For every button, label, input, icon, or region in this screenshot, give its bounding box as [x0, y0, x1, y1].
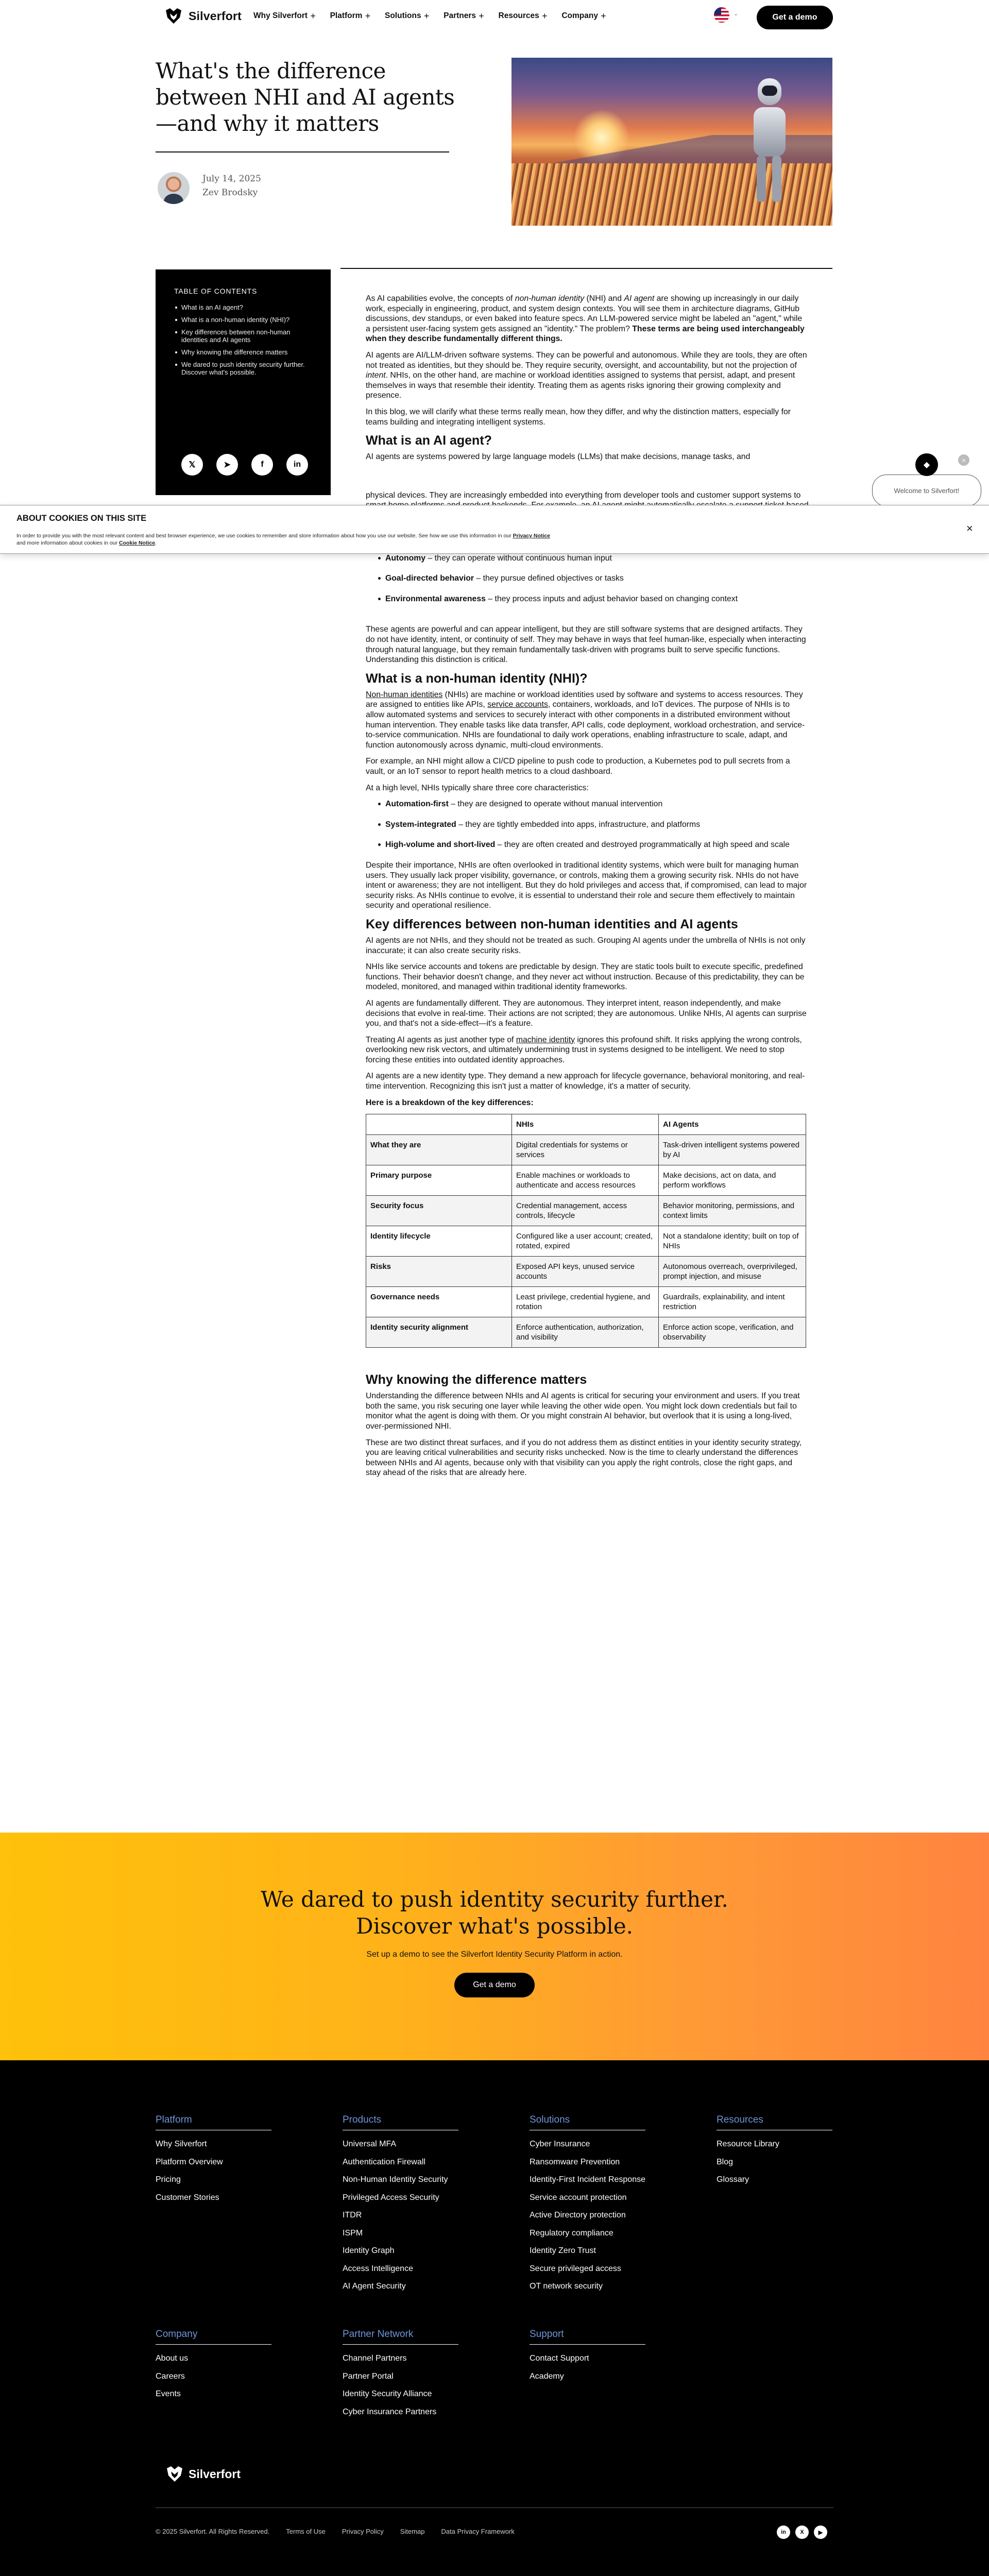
paragraph: As AI capabilities evolve, the concepts of non-human identity (NHI) and AI agent are showing up increasingly in our daily work, especially in engineering, product, and system design contexts. You will see them in architecture diagrams, GitHub discussions, dev standups, or even baked into feature specs. An LLM-powered service might be labeled an "agent," while a persistent user-facing system gets assigned an "identity." The problem? These terms are being used interchangeably when they describe fundamentally different things.	[366, 294, 805, 344]
us-flag-icon[interactable]	[714, 7, 729, 23]
youtube-icon[interactable]: ▶	[814, 2526, 827, 2539]
post-author: Zev Brodsky	[202, 188, 258, 198]
plus-icon: +	[365, 11, 370, 21]
footer-link[interactable]: Why Silverfort	[156, 2140, 207, 2148]
footer-link[interactable]: Cyber Insurance	[530, 2140, 590, 2148]
table-row: Primary purpose Enable machines or workloads to authenticate and access resources Make decisions, act on data, and perform workflows	[366, 1165, 806, 1196]
list-item: High-volume and short-lived – they are often created and destroyed programmatically at high speed and scale	[378, 840, 809, 850]
toc-heading: TABLE OF CONTENTS	[174, 287, 258, 295]
footer-link[interactable]: Academy	[530, 2371, 564, 2381]
list-item: System-integrated – they are tightly embedded into apps, infrastructure, and platforms	[378, 820, 809, 830]
paragraph: In this blog, we will clarify what these terms really mean, how they differ, and why the distinction matters, especially for teams building and integrating intelligent systems.	[366, 407, 791, 427]
footer-link[interactable]: Identity Security Alliance	[343, 2389, 432, 2398]
menu-item-why[interactable]: Why Silverfort +	[253, 11, 316, 21]
footer-link[interactable]: AI Agent Security	[343, 2282, 406, 2291]
list-item: Automation-first – they are designed to operate without manual intervention	[378, 799, 809, 809]
toc-item[interactable]: Why knowing the difference matters	[174, 348, 312, 356]
plus-icon: +	[600, 11, 606, 21]
toc-item[interactable]: We dared to push identity security further. Discover what's possible.	[174, 361, 312, 376]
paragraph: AI agents are systems powered by large language models (LLMs) that make decisions, manage tasks, and	[366, 452, 751, 462]
facebook-icon[interactable]: f	[251, 454, 273, 476]
list-item: Environmental awareness – they process inputs and adjust behavior based on changing context	[378, 594, 809, 604]
footer-link[interactable]: Service account protection	[530, 2193, 627, 2202]
top-nav	[0, 0, 989, 35]
footer-link[interactable]: Cyber Insurance Partners	[343, 2407, 437, 2416]
section-heading: What is a non-human identity (NHI)?	[366, 671, 588, 686]
brand-logo[interactable]	[165, 8, 242, 24]
footer-link[interactable]: Active Directory protection	[530, 2211, 626, 2219]
footer-link[interactable]: Glossary	[717, 2175, 749, 2184]
cookie-text: In order to provide you with the most relevant content and best browser experience, we use cookies to remember and store information about how you use our website. See how we use this information in our Privacy Notice and more information about cookies in our Cookie Notice.	[16, 533, 550, 546]
page-title: What's the difference between NHI and AI agents—and why it matters	[156, 58, 455, 136]
comparison-table	[366, 1114, 806, 1348]
get-demo-button[interactable]: Get a demo	[757, 6, 833, 29]
footer-link[interactable]: Regulatory compliance	[530, 2228, 613, 2238]
footer-link[interactable]: Channel Partners	[343, 2354, 407, 2363]
footer-col-company: Company About us Careers Events	[156, 2329, 271, 2403]
divider	[156, 2507, 833, 2508]
x-icon[interactable]: 𝕏	[181, 454, 203, 476]
hero-image	[511, 58, 832, 226]
cta-title: We dared to push identity security further. Discover what's possible.	[261, 1887, 728, 1939]
machine-identity-link[interactable]: machine identity	[516, 1035, 575, 1044]
linkedin-icon[interactable]: in	[777, 2526, 790, 2539]
footer-link[interactable]: Pricing	[156, 2175, 181, 2184]
list-item: Goal-directed behavior – they pursue defined objectives or tasks	[378, 573, 809, 584]
paragraph: Here is a breakdown of the key differences:	[366, 1098, 534, 1107]
footer-logo[interactable]: Silverfort	[166, 2466, 241, 2482]
trait-list	[378, 553, 809, 604]
menu-item-company[interactable]: Company +	[561, 11, 606, 21]
footer-link[interactable]: Access Intelligence	[343, 2264, 413, 2273]
footer-link[interactable]: Identity Zero Trust	[530, 2246, 596, 2255]
terms-link[interactable]: Terms of Use	[286, 2528, 326, 2535]
menu-item-partners[interactable]: Partners +	[444, 11, 484, 21]
footer-link[interactable]: Privileged Access Security	[343, 2193, 439, 2202]
footer-link[interactable]: About us	[156, 2354, 189, 2363]
paragraph: Understanding the difference between NHIs and AI agents is critical for securing your environment and users. If you treat both the same, you risk securing one layer while leaving the other wide open. You might lock down credentials but fail to monitor what the agent is doing with them. Or you might constrain AI behavior, but overlook that it is using a long-lived, over-permissioned NHI.	[366, 1392, 800, 1431]
footer-link[interactable]: Blog	[717, 2157, 734, 2166]
footer-link[interactable]: ISPM	[343, 2228, 363, 2238]
close-icon[interactable]: ×	[966, 522, 973, 535]
footer-link[interactable]: Customer Stories	[156, 2193, 219, 2202]
footer-link[interactable]: Careers	[156, 2371, 185, 2381]
footer-link[interactable]: Platform Overview	[156, 2157, 223, 2166]
footer-col-resources: Resources Resource Library Blog Glossary	[717, 2114, 832, 2189]
site-footer	[0, 2060, 989, 2576]
menu-item-solutions[interactable]: Solutions +	[384, 11, 430, 21]
paragraph: physical devices. They are increasingly embedded into everything from developer tools and customer support systems to	[366, 490, 801, 500]
toc-item[interactable]: What is a non-human identity (NHI)?	[174, 316, 312, 324]
plus-icon: +	[541, 11, 548, 21]
cta-banner	[0, 1833, 989, 2060]
table-row: Governance needs Least privilege, credential hygiene, and rotation Guardrails, explainability, and intent restriction	[366, 1287, 806, 1317]
get-demo-button[interactable]: Get a demo	[454, 1973, 535, 1997]
privacy-notice-link[interactable]: Privacy Notice	[513, 533, 550, 539]
paragraph: AI agents are fundamentally different. They are autonomous. They interpret intent, reason independently, and make decisions that evolve in real-time. Their actions are not scripted; they are autonomous. Unlike NHIs, AI agents can surprise you, and that's not a side-effect—it's a feature.	[366, 998, 807, 1028]
footer-link[interactable]: ITDR	[343, 2211, 362, 2219]
paragraph: Despite their importance, NHIs are often overlooked in traditional identity systems, which were built for managing human users. They usually lack proper visibility, governance, or controls, making them a growing security risk. NHIs do not have intent or awareness; they are not intelligent. But they do hold privileges and access that, if compromised, can lead to major security risks. As NHIs continue to evolve, it is essential to understand their role and secure them effectively to maintain security and operational resilience.	[366, 860, 807, 910]
paragraph: These are two distinct threat surfaces, and if you do not address them as distinct entities in your identity security strategy, you are leaving critical vulnerabilities and security risks unchecked. Now is the time to clearly understand the differences between NHIs and AI agents, because only with that visibility can you apply the right controls, close the right gaps, and stay ahead of the risks that are already here.	[366, 1438, 802, 1478]
footer-legal	[156, 2528, 515, 2535]
toc-item[interactable]: Key differences between non-human identities and AI agents	[174, 328, 312, 344]
share-links	[181, 454, 308, 476]
footer-link[interactable]: Universal MFA	[343, 2140, 397, 2148]
paragraph: AI agents are AI/LLM-driven software systems. They can be powerful and autonomous. While they are tools, they are often not treated as identities, but they should be. They require security, oversight, and accountability, but not the projection of intent. NHIs, on the other hand, are machine or workload identities assigned to systems that persist, adapt, and present themselves in ways that resemble their identity. Treating them as agents risks ignoring their growing complexity and presence.	[366, 350, 807, 400]
plus-icon: +	[479, 11, 484, 21]
footer-link[interactable]: Secure privileged access	[530, 2264, 621, 2273]
plus-icon: +	[310, 11, 316, 21]
footer-link[interactable]: Resource Library	[717, 2140, 779, 2148]
paragraph: AI agents are a new identity type. They demand a new approach for lifecycle governance, behavioral monitoring, and real-time intervention. Recognizing this isn't just a matter of knowledge, it's a matter of security.	[366, 1072, 805, 1091]
robot-figure	[748, 78, 790, 202]
footer-link[interactable]: Identity-First Incident Response	[530, 2175, 645, 2184]
chat-bot-icon[interactable]: ◆	[915, 453, 938, 476]
paragraph: At a high level, NHIs typically share three core characteristics:	[366, 783, 589, 792]
sitemap-link[interactable]: Sitemap	[400, 2528, 425, 2535]
footer-col-support: Support Contact Support Academy	[530, 2329, 645, 2385]
plus-icon: +	[423, 11, 430, 21]
footer-col-solutions: Solutions Cyber Insurance Ransomware Prevention Identity-First Incident Response Service account protection Active Directory protection Regulatory compliance Identity Zero Trust Secure privileged access OT network security	[530, 2114, 645, 2296]
footer-link[interactable]: Authentication Firewall	[343, 2157, 425, 2166]
article-body	[366, 294, 809, 1484]
silverfort-logo-icon	[165, 8, 182, 24]
table-header-row: NHIs AI Agents	[366, 1114, 806, 1135]
footer-link[interactable]: Non-Human Identity Security	[343, 2175, 448, 2184]
close-icon[interactable]: ×	[958, 454, 969, 466]
silverfort-logo-icon	[166, 2466, 183, 2482]
divider	[156, 151, 449, 152]
paragraph: NHIs like service accounts and tokens are predictable by design. They are static tools built to execute specific, predefined functions. Their behavior doesn't change, and they never act without instruction. Because of this predictability, they can be modeled, monitored, and managed within traditional identity frameworks.	[366, 962, 805, 992]
service-accounts-link[interactable]: service accounts	[487, 700, 548, 709]
trait-list	[378, 799, 809, 850]
cookie-notice-link[interactable]: Cookie Notice	[119, 540, 156, 546]
menu-item-resources[interactable]: Resources +	[498, 11, 548, 21]
author-avatar	[158, 172, 190, 204]
table-row: Security focus Credential management, access controls, lifecycle Behavior monitoring, permissions, and context limits	[366, 1196, 806, 1226]
footer-link[interactable]: Events	[156, 2389, 181, 2398]
cta-subtitle: Set up a demo to see the Silverfort Identity Security Platform in action.	[366, 1950, 623, 1959]
footer-link[interactable]: OT network security	[530, 2282, 603, 2291]
nhi-link[interactable]: Non-human identities	[366, 690, 443, 699]
table-of-contents	[156, 269, 331, 495]
x-icon[interactable]: X	[795, 2526, 809, 2539]
chevron-down-icon[interactable]: ⌄	[734, 11, 739, 17]
linkedin-icon[interactable]: in	[286, 454, 308, 476]
toc-item[interactable]: What is an AI agent?	[174, 303, 312, 311]
paragraph: Treating AI agents as just another type of machine identity ignores this profound shift. It risks applying the wrong controls, overlooking new risk vectors, and ultimately undermining trust in systems designed to be intelligent. We need to stop forcing these entities into outdated identity approaches.	[366, 1035, 802, 1064]
copyright: © 2025 Silverfort. All Rights Reserved.	[156, 2528, 270, 2535]
footer-col-platform: Platform Why Silverfort Platform Overview Pricing Customer Stories	[156, 2114, 271, 2207]
list-item: Autonomy – they can operate without continuous human input	[378, 553, 809, 564]
cookie-banner	[0, 505, 989, 554]
paragraph: AI agents are not NHIs, and they should not be treated as such. Grouping AI agents under the umbrella of NHIs is not only inaccurate; it can also create security risks.	[366, 936, 806, 955]
section-heading: What is an AI agent?	[366, 433, 492, 448]
footer-link[interactable]: Contact Support	[530, 2354, 589, 2363]
data-privacy-link[interactable]: Data Privacy Framework	[441, 2528, 515, 2535]
table-row: What they are Digital credentials for systems or services Task-driven intelligent systems powered by AI	[366, 1135, 806, 1165]
table-row: Identity lifecycle Configured like a user account; created, rotated, expired Not a standalone identity; built on top of NHIs	[366, 1226, 806, 1257]
paragraph: These agents are powerful and can appear intelligent, but they are still software systems that are designed artifacts. They do not have identity, intent, or continuity of self. They may behave in ways that feel human-like, especially when interacting through natural language, but they remain fundamentally task-driven with programs built to serve specific functions. Understanding this distinction is critical.	[366, 625, 806, 665]
divider	[340, 268, 832, 269]
menu-item-platform[interactable]: Platform +	[330, 11, 370, 21]
section-heading: Why knowing the difference matters	[366, 1372, 587, 1387]
post-date: July 14, 2025	[202, 174, 261, 184]
paragraph: Non-human identities (NHIs) are machine or workload identities used by software and systems to access resources. They are assigned to entities like APIs, service accounts, containers, workloads, and IoT devices. The purpose of NHIs is to allow automated systems and services to securely interact with other components in a distributed environment without human intervention. They enable tasks like data transfer, API calls, code deployment, workload orchestration, and service-to-service communication. NHIs are foundational to daily work operations, enabling infrastructure to scale, adapt, and function autonomously across dynamic, multi-cloud environments.	[366, 690, 805, 750]
footer-col-partners: Partner Network Channel Partners Partner Portal Identity Security Alliance Cyber Insurance Partners	[343, 2329, 458, 2421]
cookie-title: ABOUT COOKIES ON THIS SITE	[16, 514, 147, 523]
main-menu	[253, 11, 606, 21]
footer-link[interactable]: Ransomware Prevention	[530, 2157, 620, 2166]
chat-welcome-bubble[interactable]: Welcome to Silverfort!	[872, 474, 981, 506]
footer-link[interactable]: Identity Graph	[343, 2246, 395, 2255]
table-row: Identity security alignment Enforce authentication, authorization, and visibility Enforce action scope, verification, and observability	[366, 1317, 806, 1348]
telegram-icon[interactable]: ➤	[216, 454, 238, 476]
privacy-link[interactable]: Privacy Policy	[342, 2528, 384, 2535]
footer-social	[777, 2526, 827, 2539]
footer-link[interactable]: Partner Portal	[343, 2371, 394, 2381]
table-row: Risks Exposed API keys, unused service accounts Autonomous overreach, overprivileged, prompt injection, and misuse	[366, 1257, 806, 1287]
footer-col-products: Products Universal MFA Authentication Firewall Non-Human Identity Security Privileged Access Security ITDR ISPM Identity Graph Access Intelligence AI Agent Security	[343, 2114, 458, 2296]
paragraph: For example, an NHI might allow a CI/CD pipeline to push code to production, a Kubernetes pod to pull secrets from a vault, or an IoT sensor to report health metrics to a cloud dashboard.	[366, 757, 790, 776]
brand-name: Silverfort	[189, 9, 242, 23]
section-heading: Key differences between non-human identities and AI agents	[366, 917, 738, 931]
